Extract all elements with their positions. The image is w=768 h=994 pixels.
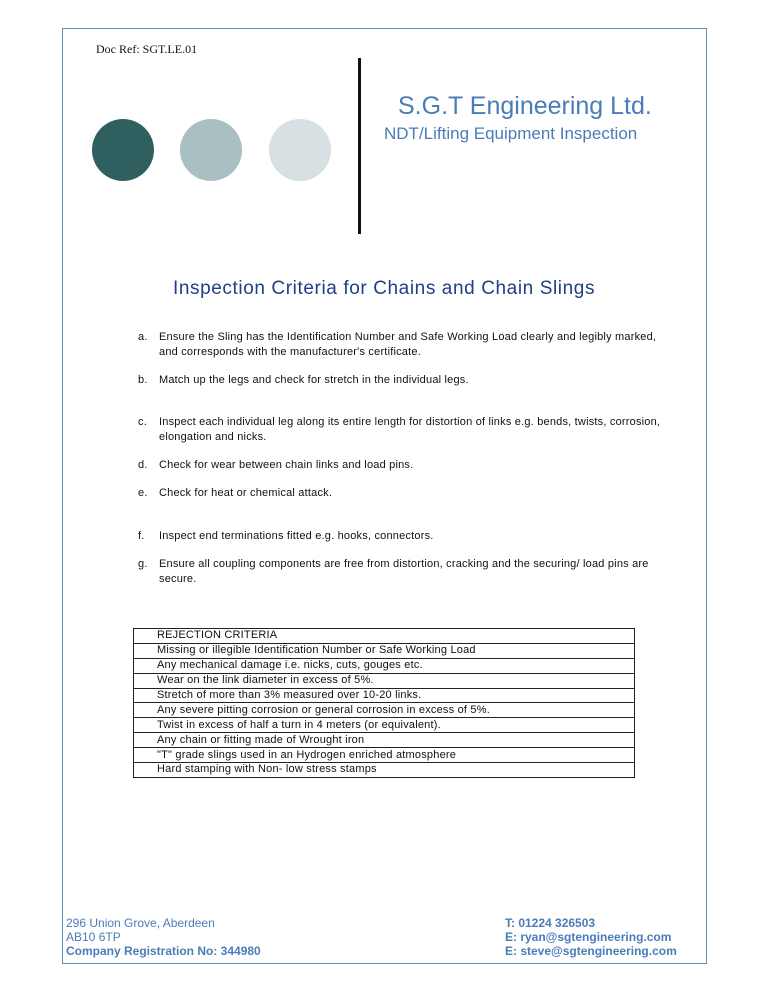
table-row: [134, 748, 635, 763]
phone-number: T: 01224 326503: [505, 916, 596, 930]
table-row: [134, 718, 635, 733]
list-item-text: Check for heat or chemical attack.: [159, 487, 333, 499]
list-item-letter: b.: [138, 374, 148, 386]
list-item-letter: d.: [138, 459, 148, 471]
list-item-text: Match up the legs and check for stretch in the individual legs.: [159, 374, 469, 386]
list-item-text: Ensure all coupling components are free from distortion, cracking and the securing/ load pins are secure.: [159, 558, 649, 585]
address-line-2: AB10 6TP: [66, 930, 121, 944]
footer-address: [66, 916, 261, 958]
table-row: [134, 733, 635, 748]
table-row: [134, 763, 635, 778]
table-cell: Twist in excess of half a turn in 4 meters (or equivalent).: [134, 718, 635, 733]
table-cell: "T" grade slings used in an Hydrogen enriched atmosphere: [134, 748, 635, 763]
table-cell: Hard stamping with Non- low stress stamps: [134, 763, 635, 778]
rejection-criteria-table: [133, 628, 635, 778]
list-item: [138, 415, 678, 444]
logo-circle-light: [269, 119, 331, 181]
list-item: [138, 557, 678, 586]
list-item: [138, 458, 678, 473]
table-cell: Missing or illegible Identification Number or Safe Working Load: [134, 643, 635, 658]
email-steve[interactable]: E: steve@sgtengineering.com: [505, 944, 677, 958]
table-row: [134, 643, 635, 658]
table-row: [134, 658, 635, 673]
company-subtitle: NDT/Lifting Equipment Inspection: [384, 124, 638, 143]
table-header-row: [134, 629, 635, 644]
company-name: S.G.T Engineering Ltd.: [398, 92, 652, 120]
table-row: [134, 673, 635, 688]
email-ryan[interactable]: E: ryan@sgtengineering.com: [505, 930, 672, 944]
list-item-text: Inspect end terminations fitted e.g. hooks, connectors.: [159, 530, 434, 542]
address-line-1: 296 Union Grove, Aberdeen: [66, 916, 215, 930]
list-item-text: Check for wear between chain links and load pins.: [159, 459, 414, 471]
table-cell: Any severe pitting corrosion or general corrosion in excess of 5%.: [134, 703, 635, 718]
table-row: [134, 703, 635, 718]
header-divider: [358, 58, 361, 234]
table-row: [134, 688, 635, 703]
table-cell: Stretch of more than 3% measured over 10-20 links.: [134, 688, 635, 703]
list-item: [138, 486, 678, 501]
logo-circle-dark: [92, 119, 154, 181]
list-item-letter: a.: [138, 331, 148, 343]
table-header-cell: REJECTION CRITERIA: [134, 629, 635, 644]
company-registration: Company Registration No: 344980: [66, 944, 261, 958]
logo-circle-mid: [180, 119, 242, 181]
list-item: [138, 373, 678, 388]
list-item-letter: g.: [138, 558, 148, 570]
doc-ref: Doc Ref: SGT.LE.01: [96, 42, 198, 56]
list-item: [138, 529, 678, 544]
table-cell: Any chain or fitting made of Wrought iron: [134, 733, 635, 748]
list-item-text: Inspect each individual leg along its entire length for distortion of links e.g. bends, twists, corrosion, elongation and nicks.: [159, 416, 661, 443]
list-item: [138, 330, 678, 359]
list-item-letter: e.: [138, 487, 148, 499]
table-cell: Any mechanical damage i.e. nicks, cuts, gouges etc.: [134, 658, 635, 673]
list-item-letter: f.: [138, 530, 145, 542]
list-item-text: Ensure the Sling has the Identification Number and Safe Working Load clearly and legibly marked, and corresponds with the manufacturer's certificate.: [159, 331, 657, 358]
page-title: Inspection Criteria for Chains and Chain Slings: [172, 278, 596, 299]
list-item-letter: c.: [138, 416, 147, 428]
footer-contact: [505, 916, 677, 958]
table-cell: Wear on the link diameter in excess of 5%.: [134, 673, 635, 688]
